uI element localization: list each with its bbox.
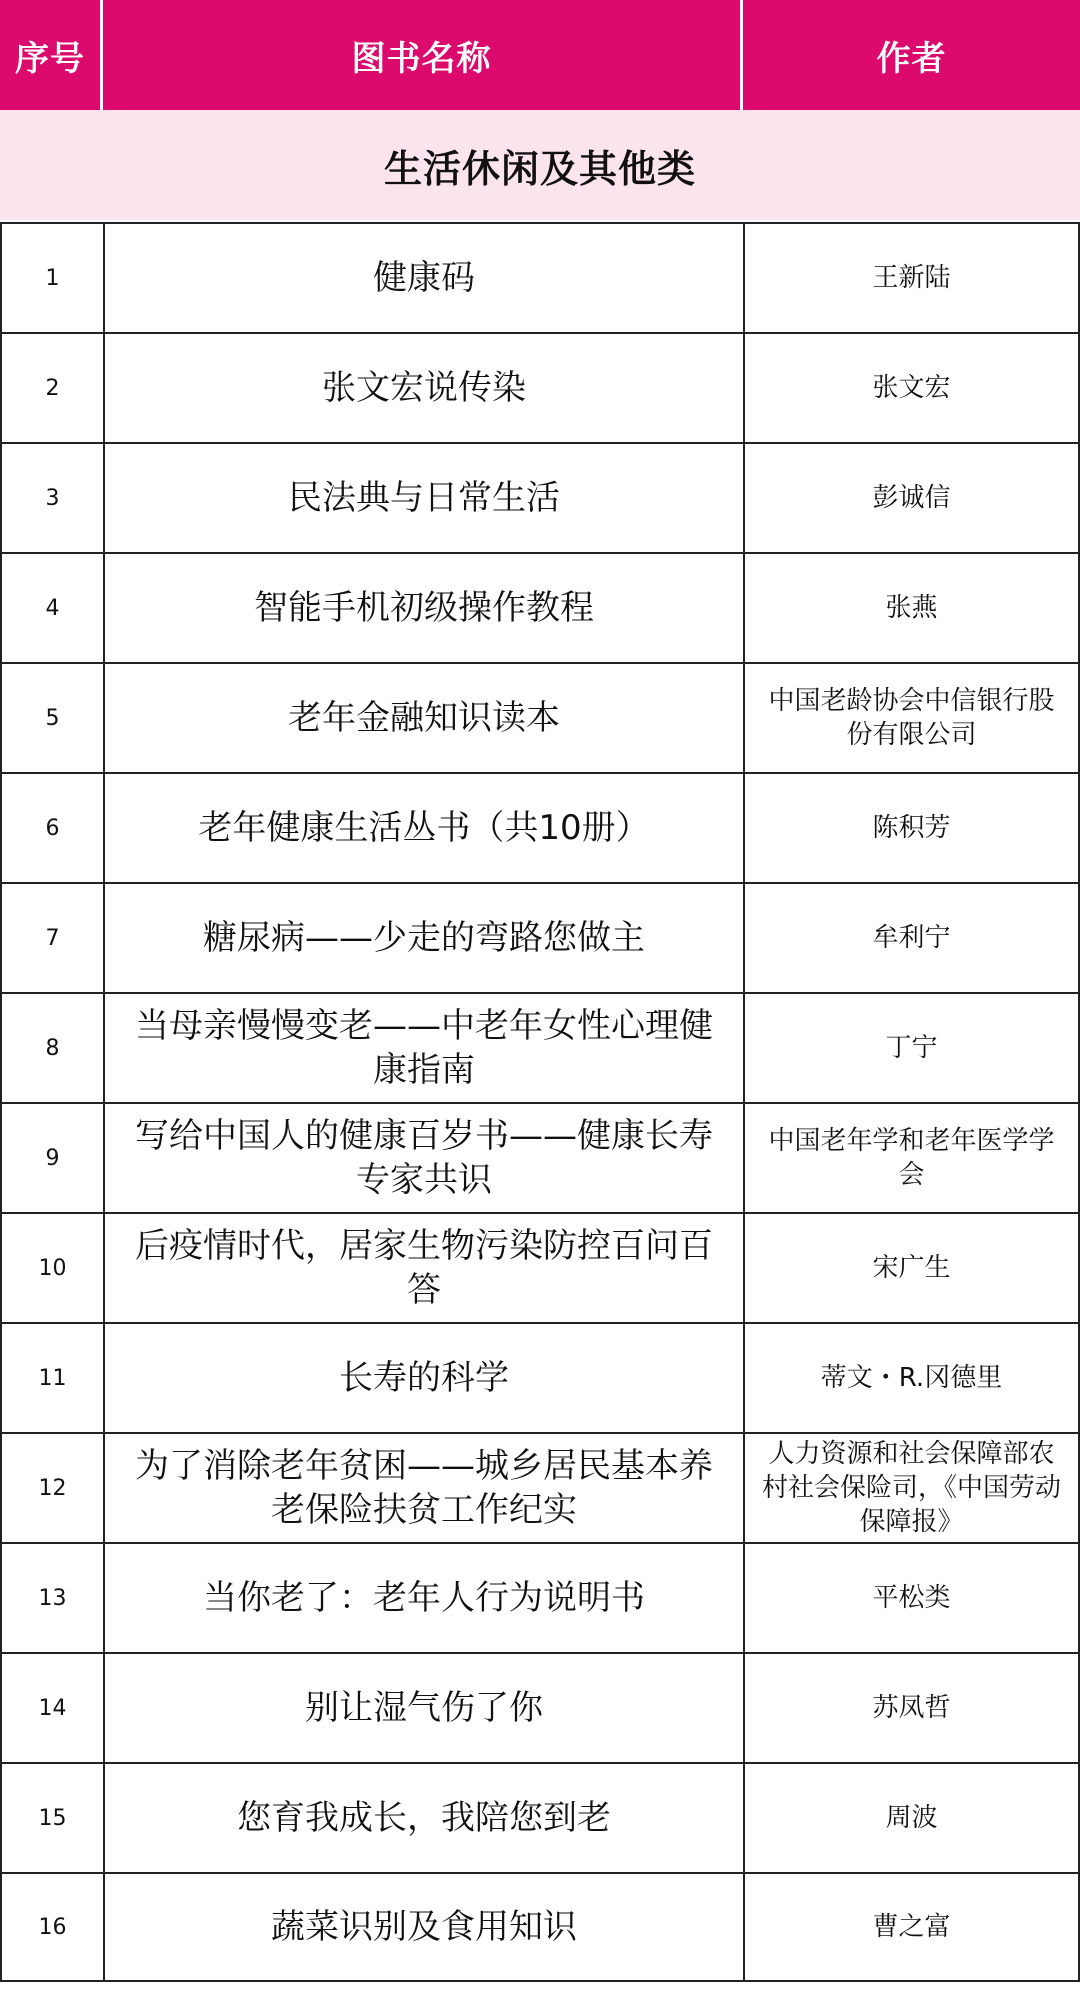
row-title-cell [103,994,743,1102]
table-row [0,1762,1080,1872]
book-title: 别让湿气伤了你 [305,1688,543,1728]
book-title: 后疫情时代，居家生物污染防控百问百答 [135,1226,713,1310]
book-title: 写给中国人的健康百岁书——健康长寿专家共识 [135,1116,713,1200]
row-index-cell [0,334,103,442]
row-index: 6 [45,815,60,841]
row-index: 5 [45,705,60,731]
book-author: 牟利宁 [872,923,951,953]
row-index: 1 [45,265,60,291]
row-index: 11 [38,1365,67,1391]
row-index: 3 [45,485,60,511]
row-title-cell [103,1434,743,1542]
book-author: 曹之富 [872,1912,951,1942]
row-author-cell [743,444,1080,552]
row-author-cell [743,334,1080,442]
table-row [0,1872,1080,1982]
book-author: 中国老年学和老年医学学会 [768,1126,1055,1190]
book-title: 为了消除老年贫困——城乡居民基本养老保险扶贫工作纪实 [135,1446,713,1530]
row-index-cell [0,1324,103,1432]
row-author-cell [743,224,1080,332]
row-index: 16 [38,1914,67,1940]
book-author: 张燕 [885,593,938,623]
table-header [0,0,1080,110]
row-index: 2 [45,375,60,401]
row-index: 10 [38,1255,67,1281]
table-row [0,332,1080,442]
book-title: 老年健康生活丛书（共10册） [198,808,650,848]
table-row [0,662,1080,772]
row-author-cell [743,554,1080,662]
row-title-cell [103,1324,743,1432]
header-index: 序号 [0,0,103,110]
row-author-cell [743,1544,1080,1652]
book-author: 蒂文・R.冈德里 [820,1363,1003,1393]
row-index: 12 [38,1475,67,1501]
row-index-cell [0,994,103,1102]
row-author-cell [743,1324,1080,1432]
row-index-cell [0,444,103,552]
row-title-cell [103,1214,743,1322]
row-author-cell [743,1214,1080,1322]
row-index-cell [0,1764,103,1872]
table-row [0,1102,1080,1212]
row-title-cell [103,444,743,552]
row-author-cell [743,1654,1080,1762]
header-author: 作者 [876,38,947,79]
table-row [0,992,1080,1102]
book-title: 智能手机初级操作教程 [254,588,594,628]
book-title: 健康码 [373,258,475,298]
row-index: 4 [45,595,60,621]
row-index: 15 [38,1805,67,1831]
row-title-cell [103,1104,743,1212]
row-title-cell [103,1874,743,1980]
row-title-cell [103,664,743,772]
book-title: 当你老了：老年人行为说明书 [203,1578,645,1618]
book-title: 当母亲慢慢变老——中老年女性心理健康指南 [135,1006,713,1090]
table-row [0,442,1080,552]
row-index-cell [0,1874,103,1980]
row-author-cell [743,1874,1080,1980]
book-title: 蔬菜识别及食用知识 [271,1907,577,1947]
row-author-cell [743,774,1080,882]
book-author: 人力资源和社会保障部农村社会保险司，《中国劳动保障报》 [761,1439,1061,1537]
book-author: 苏凤哲 [872,1693,951,1723]
row-index: 8 [45,1035,60,1061]
table-row [0,1322,1080,1432]
book-author: 宋广生 [872,1253,951,1283]
book-author: 丁宁 [885,1033,938,1063]
row-index-cell [0,554,103,662]
table-row [0,772,1080,882]
row-author-cell [743,884,1080,992]
book-title: 民法典与日常生活 [288,478,560,518]
row-index: 9 [45,1145,60,1171]
table-row [0,1542,1080,1652]
row-author-cell [743,1104,1080,1212]
book-author: 周波 [885,1803,938,1833]
row-index-cell [0,664,103,772]
book-title: 糖尿病——少走的弯路您做主 [203,918,645,958]
row-title-cell [103,1764,743,1872]
table-row [0,222,1080,332]
row-title-cell [103,334,743,442]
row-index: 14 [38,1695,67,1721]
book-title: 老年金融知识读本 [288,698,560,738]
row-index-cell [0,1544,103,1652]
row-index-cell [0,884,103,992]
row-author-cell [743,1434,1080,1542]
row-title-cell [103,1544,743,1652]
book-author: 陈积芳 [872,813,951,843]
book-author: 彭诚信 [872,483,951,513]
table-row [0,1432,1080,1542]
row-title-cell [103,774,743,882]
book-title: 您育我成长，我陪您到老 [237,1798,611,1838]
row-author-cell [743,664,1080,772]
row-title-cell [103,1654,743,1762]
header-book-title: 图书名称 [103,0,743,110]
row-index-cell [0,1434,103,1542]
book-title: 长寿的科学 [339,1358,509,1398]
book-author: 张文宏 [872,373,951,403]
row-index: 7 [45,925,60,951]
row-author-cell [743,1764,1080,1872]
table-row [0,1212,1080,1322]
section-header [0,110,1080,220]
row-index-cell [0,1654,103,1762]
row-index-cell [0,774,103,882]
row-index-cell [0,1214,103,1322]
row-title-cell [103,554,743,662]
table-row [0,882,1080,992]
row-index-cell [0,1104,103,1212]
book-title: 张文宏说传染 [322,368,526,408]
row-index: 13 [38,1585,67,1611]
row-title-cell [103,224,743,332]
table-row [0,552,1080,662]
row-index-cell [0,224,103,332]
book-author: 平松类 [872,1583,951,1613]
book-author: 中国老龄协会中信银行股份有限公司 [768,686,1055,750]
section-title: 生活休闲及其他类 [383,146,696,191]
table-row [0,1652,1080,1762]
row-title-cell [103,884,743,992]
row-author-cell [743,994,1080,1102]
book-author: 王新陆 [872,263,951,293]
